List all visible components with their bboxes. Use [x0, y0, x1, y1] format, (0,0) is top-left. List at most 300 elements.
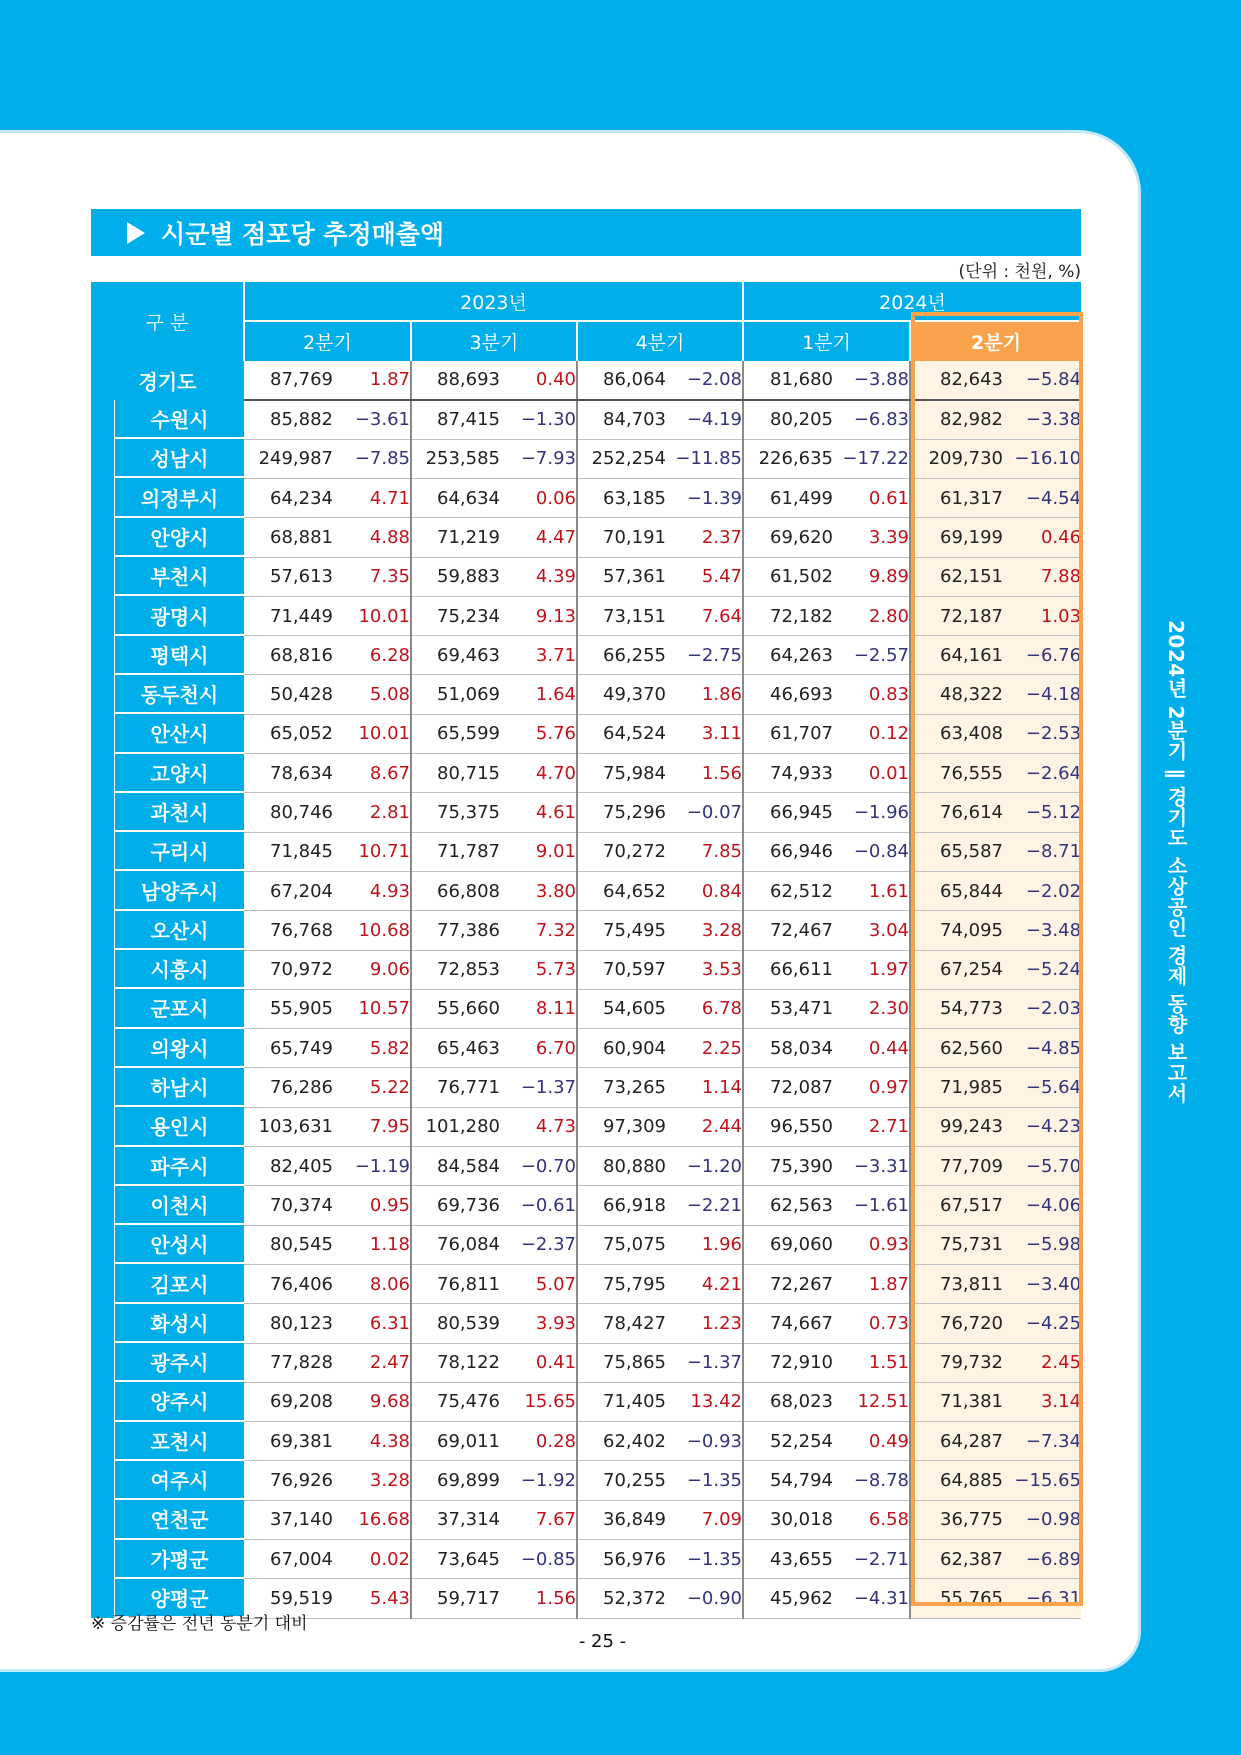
table-row [91, 1343, 1081, 1382]
growth-rate-cell: 9.13 [500, 596, 577, 635]
growth-rate-cell: 10.68 [333, 911, 411, 950]
growth-rate-cell: 9.89 [833, 557, 910, 596]
growth-rate-cell: −2.75 [666, 636, 743, 675]
growth-rate-cell: 3.04 [833, 911, 910, 950]
sales-value-cell: 61,317 [910, 478, 1003, 517]
sales-value-cell: 60,904 [577, 1029, 666, 1068]
region-name: 양평군 [114, 1579, 244, 1618]
sales-value-cell: 77,386 [411, 911, 500, 950]
sales-value-cell: 76,286 [244, 1068, 333, 1107]
sales-value-cell: 69,736 [411, 1186, 500, 1225]
growth-rate-cell: −1.35 [666, 1461, 743, 1500]
growth-rate-cell: 2.45 [1003, 1343, 1081, 1382]
table-row [91, 361, 1081, 400]
section-title-bar [91, 209, 1081, 256]
sales-value-cell: 64,161 [910, 636, 1003, 675]
growth-rate-cell: 0.28 [500, 1422, 577, 1461]
growth-rate-cell: −3.31 [833, 1147, 910, 1186]
sales-value-cell: 76,614 [910, 793, 1003, 832]
sales-value-cell: 72,267 [743, 1264, 833, 1303]
region-cell [91, 911, 244, 950]
growth-rate-cell: 9.01 [500, 832, 577, 871]
table-row [91, 1500, 1081, 1539]
sales-value-cell: 65,599 [411, 714, 500, 753]
growth-rate-cell: 0.41 [500, 1343, 577, 1382]
growth-rate-cell: 5.22 [333, 1068, 411, 1107]
growth-rate-cell: 5.07 [500, 1264, 577, 1303]
triangle-bullet-icon [127, 222, 145, 244]
sales-value-cell: 77,828 [244, 1343, 333, 1382]
growth-rate-cell: −0.07 [666, 793, 743, 832]
region-cell [91, 557, 244, 596]
growth-rate-cell: 3.28 [666, 911, 743, 950]
growth-rate-cell: 4.38 [333, 1422, 411, 1461]
growth-rate-cell: 4.39 [500, 557, 577, 596]
sales-value-cell: 73,645 [411, 1540, 500, 1579]
region-name: 파주시 [114, 1147, 244, 1186]
sales-value-cell: 86,064 [577, 361, 666, 400]
sales-value-cell: 78,634 [244, 754, 333, 793]
sales-value-cell: 37,314 [411, 1500, 500, 1539]
growth-rate-cell: 3.39 [833, 518, 910, 557]
sales-value-cell: 55,905 [244, 989, 333, 1028]
sales-value-cell: 61,707 [743, 714, 833, 753]
table-row [91, 1422, 1081, 1461]
growth-rate-cell: −4.54 [1003, 478, 1081, 517]
growth-rate-cell: −2.53 [1003, 714, 1081, 753]
growth-rate-cell: 4.88 [333, 518, 411, 557]
region-cell [91, 1029, 244, 1068]
sales-value-cell: 68,881 [244, 518, 333, 557]
sales-value-cell: 53,471 [743, 989, 833, 1028]
sales-value-cell: 51,069 [411, 675, 500, 714]
region-name: 광주시 [114, 1343, 244, 1382]
growth-rate-cell: 0.02 [333, 1540, 411, 1579]
growth-rate-cell: 0.44 [833, 1029, 910, 1068]
region-name: 안산시 [114, 714, 244, 753]
growth-rate-cell: −1.35 [666, 1540, 743, 1579]
region-name: 구리시 [114, 832, 244, 871]
growth-rate-cell: −2.21 [666, 1186, 743, 1225]
growth-rate-cell: 1.64 [500, 675, 577, 714]
table-row [91, 1304, 1081, 1343]
growth-rate-cell: 5.43 [333, 1579, 411, 1618]
region-name: 군포시 [114, 989, 244, 1028]
growth-rate-cell: 10.01 [333, 714, 411, 753]
growth-rate-cell: −6.83 [833, 400, 910, 439]
growth-rate-cell: 3.11 [666, 714, 743, 753]
sales-value-cell: 253,585 [411, 439, 500, 478]
sales-value-cell: 74,933 [743, 754, 833, 793]
sales-value-cell: 59,717 [411, 1579, 500, 1618]
sales-value-cell: 57,361 [577, 557, 666, 596]
growth-rate-cell: 1.96 [666, 1225, 743, 1264]
growth-rate-cell: 1.87 [833, 1264, 910, 1303]
region-cell [91, 675, 244, 714]
sales-value-cell: 52,372 [577, 1579, 666, 1618]
sales-value-cell: 70,191 [577, 518, 666, 557]
growth-rate-cell: −4.06 [1003, 1186, 1081, 1225]
table-row [91, 1225, 1081, 1264]
sales-value-cell: 56,976 [577, 1540, 666, 1579]
growth-rate-cell: 6.31 [333, 1304, 411, 1343]
growth-rate-cell: 16.68 [333, 1500, 411, 1539]
growth-rate-cell: 7.88 [1003, 557, 1081, 596]
growth-rate-cell: 1.18 [333, 1225, 411, 1264]
region-name: 과천시 [114, 793, 244, 832]
sales-value-cell: 82,405 [244, 1147, 333, 1186]
region-name: 의왕시 [114, 1029, 244, 1068]
region-cell [91, 871, 244, 910]
growth-rate-cell: 0.61 [833, 478, 910, 517]
region-cell [91, 400, 244, 439]
sales-value-cell: 76,926 [244, 1461, 333, 1500]
growth-rate-cell: −2.03 [1003, 989, 1081, 1028]
region-cell [91, 1382, 244, 1421]
growth-rate-cell: 8.06 [333, 1264, 411, 1303]
growth-rate-cell: −8.78 [833, 1461, 910, 1500]
sales-value-cell: 80,205 [743, 400, 833, 439]
region-name: 성남시 [114, 439, 244, 478]
region-cell [91, 832, 244, 871]
sales-value-cell: 49,370 [577, 675, 666, 714]
header-quarter: 4분기 [577, 321, 743, 360]
region-name: 김포시 [114, 1264, 244, 1303]
sales-value-cell: 61,502 [743, 557, 833, 596]
region-cell [91, 1264, 244, 1303]
sales-value-cell: 37,140 [244, 1500, 333, 1539]
growth-rate-cell: 8.67 [333, 754, 411, 793]
sales-value-cell: 77,709 [910, 1147, 1003, 1186]
sales-value-cell: 71,381 [910, 1382, 1003, 1421]
sales-value-cell: 69,199 [910, 518, 1003, 557]
growth-rate-cell: 1.23 [666, 1304, 743, 1343]
sales-value-cell: 82,643 [910, 361, 1003, 400]
growth-rate-cell: −0.70 [500, 1147, 577, 1186]
growth-rate-cell: 7.67 [500, 1500, 577, 1539]
sales-value-cell: 36,849 [577, 1500, 666, 1539]
growth-rate-cell: −7.34 [1003, 1422, 1081, 1461]
region-name: 광명시 [114, 596, 244, 635]
sales-value-cell: 70,272 [577, 832, 666, 871]
region-name: 의정부시 [114, 478, 244, 517]
sales-value-cell: 66,808 [411, 871, 500, 910]
growth-rate-cell: −2.02 [1003, 871, 1081, 910]
growth-rate-cell: −2.08 [666, 361, 743, 400]
sales-value-cell: 76,555 [910, 754, 1003, 793]
growth-rate-cell: 3.28 [333, 1461, 411, 1500]
sales-value-cell: 54,773 [910, 989, 1003, 1028]
sales-value-cell: 76,720 [910, 1304, 1003, 1343]
sales-value-cell: 76,084 [411, 1225, 500, 1264]
sales-value-cell: 80,715 [411, 754, 500, 793]
sales-value-cell: 65,463 [411, 1029, 500, 1068]
growth-rate-cell: −1.39 [666, 478, 743, 517]
table-row [91, 989, 1081, 1028]
growth-rate-cell: 5.76 [500, 714, 577, 753]
region-name: 포천시 [114, 1422, 244, 1461]
growth-rate-cell: 7.35 [333, 557, 411, 596]
table-row [91, 714, 1081, 753]
growth-rate-cell: −16.10 [1003, 439, 1081, 478]
sales-value-cell: 62,563 [743, 1186, 833, 1225]
header-quarter: 2분기 [244, 321, 411, 360]
table-row [91, 754, 1081, 793]
sales-table [91, 282, 1081, 1619]
header-category: 구 분 [91, 282, 244, 361]
growth-rate-cell: −4.23 [1003, 1107, 1081, 1146]
region-name: 안양시 [114, 518, 244, 557]
growth-rate-cell: 6.28 [333, 636, 411, 675]
region-cell [91, 1147, 244, 1186]
growth-rate-cell: −4.85 [1003, 1029, 1081, 1068]
sales-value-cell: 71,985 [910, 1068, 1003, 1107]
region-cell [91, 518, 244, 557]
sales-value-cell: 69,899 [411, 1461, 500, 1500]
table-row [91, 439, 1081, 478]
growth-rate-cell: 2.47 [333, 1343, 411, 1382]
sales-value-cell: 75,731 [910, 1225, 1003, 1264]
growth-rate-cell: 13.42 [666, 1382, 743, 1421]
table-row [91, 1186, 1081, 1225]
sales-value-cell: 99,243 [910, 1107, 1003, 1146]
sales-value-cell: 62,402 [577, 1422, 666, 1461]
sales-value-cell: 74,095 [910, 911, 1003, 950]
growth-rate-cell: −5.12 [1003, 793, 1081, 832]
region-name: 수원시 [114, 400, 244, 439]
growth-rate-cell: 0.12 [833, 714, 910, 753]
sales-value-cell: 103,631 [244, 1107, 333, 1146]
sales-value-cell: 62,512 [743, 871, 833, 910]
region-name: 가평군 [114, 1540, 244, 1579]
region-cell [91, 439, 244, 478]
region-name: 부천시 [114, 557, 244, 596]
table-row [91, 636, 1081, 675]
growth-rate-cell: 2.30 [833, 989, 910, 1028]
sales-value-cell: 72,087 [743, 1068, 833, 1107]
sales-value-cell: 70,255 [577, 1461, 666, 1500]
sales-value-cell: 67,517 [910, 1186, 1003, 1225]
growth-rate-cell: −3.88 [833, 361, 910, 400]
sales-value-cell: 63,185 [577, 478, 666, 517]
region-cell [91, 1186, 244, 1225]
growth-rate-cell: 4.61 [500, 793, 577, 832]
sales-value-cell: 70,597 [577, 950, 666, 989]
sales-value-cell: 75,795 [577, 1264, 666, 1303]
growth-rate-cell: 0.46 [1003, 518, 1081, 557]
side-report-title: 2024년 2분기 ∥ 경기도 소상공인 경제 동향 보고서 [1164, 620, 1188, 1104]
sales-value-cell: 88,693 [411, 361, 500, 400]
region-name: 시흥시 [114, 950, 244, 989]
growth-rate-cell: 2.37 [666, 518, 743, 557]
sales-value-cell: 55,765 [910, 1579, 1003, 1618]
header-year-2023: 2023년 [244, 282, 743, 321]
region-cell [91, 1304, 244, 1343]
sales-value-cell: 84,703 [577, 400, 666, 439]
growth-rate-cell: 4.21 [666, 1264, 743, 1303]
unit-note: (단위 : 천원, %) [958, 262, 1081, 282]
growth-rate-cell: −1.92 [500, 1461, 577, 1500]
sales-value-cell: 66,918 [577, 1186, 666, 1225]
growth-rate-cell: 0.49 [833, 1422, 910, 1461]
growth-rate-cell: −4.18 [1003, 675, 1081, 714]
sales-value-cell: 85,882 [244, 400, 333, 439]
table-row [91, 675, 1081, 714]
sales-value-cell: 81,680 [743, 361, 833, 400]
sales-value-cell: 252,254 [577, 439, 666, 478]
region-name: 이천시 [114, 1186, 244, 1225]
growth-rate-cell: 7.85 [666, 832, 743, 871]
sales-value-cell: 80,539 [411, 1304, 500, 1343]
sales-value-cell: 71,219 [411, 518, 500, 557]
table-row [91, 793, 1081, 832]
sales-value-cell: 64,287 [910, 1422, 1003, 1461]
table-row [91, 950, 1081, 989]
sales-value-cell: 58,034 [743, 1029, 833, 1068]
sales-value-cell: 71,845 [244, 832, 333, 871]
growth-rate-cell: −0.93 [666, 1422, 743, 1461]
growth-rate-cell: −17.22 [833, 439, 910, 478]
growth-rate-cell: 10.57 [333, 989, 411, 1028]
growth-rate-cell: −1.19 [333, 1147, 411, 1186]
growth-rate-cell: 15.65 [500, 1382, 577, 1421]
sales-value-cell: 72,187 [910, 596, 1003, 635]
sales-value-cell: 66,255 [577, 636, 666, 675]
sales-value-cell: 59,519 [244, 1579, 333, 1618]
table-row [91, 596, 1081, 635]
sales-value-cell: 73,265 [577, 1068, 666, 1107]
region-cell [91, 1540, 244, 1579]
sales-value-cell: 72,853 [411, 950, 500, 989]
growth-rate-cell: 9.06 [333, 950, 411, 989]
sales-value-cell: 65,749 [244, 1029, 333, 1068]
growth-rate-cell: 0.73 [833, 1304, 910, 1343]
growth-rate-cell: 0.01 [833, 754, 910, 793]
region-name: 고양시 [114, 754, 244, 793]
sales-value-cell: 73,811 [910, 1264, 1003, 1303]
sales-value-cell: 61,499 [743, 478, 833, 517]
sales-value-cell: 65,587 [910, 832, 1003, 871]
sales-value-cell: 64,634 [411, 478, 500, 517]
growth-rate-cell: 0.93 [833, 1225, 910, 1264]
growth-rate-cell: 1.87 [333, 361, 411, 400]
region-cell [91, 793, 244, 832]
region-cell [91, 950, 244, 989]
sales-value-cell: 78,122 [411, 1343, 500, 1382]
table-row [91, 1382, 1081, 1421]
region-name: 하남시 [114, 1068, 244, 1107]
growth-rate-cell: −6.76 [1003, 636, 1081, 675]
growth-rate-cell: 1.56 [500, 1579, 577, 1618]
sales-value-cell: 48,322 [910, 675, 1003, 714]
region-cell [91, 989, 244, 1028]
growth-rate-cell: 10.71 [333, 832, 411, 871]
table-row [91, 400, 1081, 439]
sales-value-cell: 63,408 [910, 714, 1003, 753]
growth-rate-cell: −3.40 [1003, 1264, 1081, 1303]
growth-rate-cell: 0.83 [833, 675, 910, 714]
sales-value-cell: 79,732 [910, 1343, 1003, 1382]
growth-rate-cell: −1.20 [666, 1147, 743, 1186]
sales-value-cell: 64,885 [910, 1461, 1003, 1500]
sales-value-cell: 75,296 [577, 793, 666, 832]
growth-rate-cell: 0.84 [666, 871, 743, 910]
sales-value-cell: 69,620 [743, 518, 833, 557]
growth-rate-cell: 6.58 [833, 1500, 910, 1539]
growth-rate-cell: 1.86 [666, 675, 743, 714]
growth-rate-cell: −0.98 [1003, 1500, 1081, 1539]
sales-value-cell: 226,635 [743, 439, 833, 478]
growth-rate-cell: 5.08 [333, 675, 411, 714]
header-year-2024: 2024년 [743, 282, 1081, 321]
region-name: 여주시 [114, 1461, 244, 1500]
growth-rate-cell: −11.85 [666, 439, 743, 478]
growth-rate-cell: −5.64 [1003, 1068, 1081, 1107]
sales-value-cell: 46,693 [743, 675, 833, 714]
growth-rate-cell: 3.53 [666, 950, 743, 989]
sales-value-cell: 62,151 [910, 557, 1003, 596]
growth-rate-cell: 1.51 [833, 1343, 910, 1382]
sales-value-cell: 66,611 [743, 950, 833, 989]
growth-rate-cell: −2.37 [500, 1225, 577, 1264]
growth-rate-cell: 6.70 [500, 1029, 577, 1068]
growth-rate-cell: 4.71 [333, 478, 411, 517]
growth-rate-cell: 2.44 [666, 1107, 743, 1146]
region-name: 동두천시 [114, 675, 244, 714]
sales-value-cell: 65,844 [910, 871, 1003, 910]
section-title: 시군별 점포당 추정매출액 [161, 219, 445, 249]
region-cell [91, 1225, 244, 1264]
region-cell [91, 1068, 244, 1107]
region-name: 남양주시 [114, 871, 244, 910]
growth-rate-cell: −1.61 [833, 1186, 910, 1225]
sales-value-cell: 69,208 [244, 1382, 333, 1421]
sales-value-cell: 87,769 [244, 361, 333, 400]
growth-rate-cell: −1.37 [666, 1343, 743, 1382]
growth-rate-cell: 2.25 [666, 1029, 743, 1068]
region-cell [91, 478, 244, 517]
sales-value-cell: 67,254 [910, 950, 1003, 989]
growth-rate-cell: −4.19 [666, 400, 743, 439]
sales-value-cell: 72,467 [743, 911, 833, 950]
table-body [91, 361, 1081, 1619]
growth-rate-cell: 10.01 [333, 596, 411, 635]
footnote: ※ 증감률은 전년 동분기 대비 [91, 1614, 308, 1634]
header-quarter-highlighted: 2분기 [910, 321, 1081, 360]
header-quarter: 3분기 [411, 321, 577, 360]
sales-value-cell: 249,987 [244, 439, 333, 478]
growth-rate-cell: 2.81 [333, 793, 411, 832]
growth-rate-cell: 7.32 [500, 911, 577, 950]
growth-rate-cell: 2.71 [833, 1107, 910, 1146]
growth-rate-cell: 1.03 [1003, 596, 1081, 635]
sales-value-cell: 80,123 [244, 1304, 333, 1343]
sales-value-cell: 64,652 [577, 871, 666, 910]
growth-rate-cell: 3.93 [500, 1304, 577, 1343]
table-row [91, 518, 1081, 557]
growth-rate-cell: 1.14 [666, 1068, 743, 1107]
sales-value-cell: 76,811 [411, 1264, 500, 1303]
region-name: 평택시 [114, 636, 244, 675]
growth-rate-cell: 8.11 [500, 989, 577, 1028]
sales-value-cell: 64,234 [244, 478, 333, 517]
sales-value-cell: 74,667 [743, 1304, 833, 1343]
sales-value-cell: 75,075 [577, 1225, 666, 1264]
growth-rate-cell: 1.61 [833, 871, 910, 910]
region-name: 경기도 [91, 361, 244, 400]
sales-value-cell: 55,660 [411, 989, 500, 1028]
sales-value-cell: 65,052 [244, 714, 333, 753]
